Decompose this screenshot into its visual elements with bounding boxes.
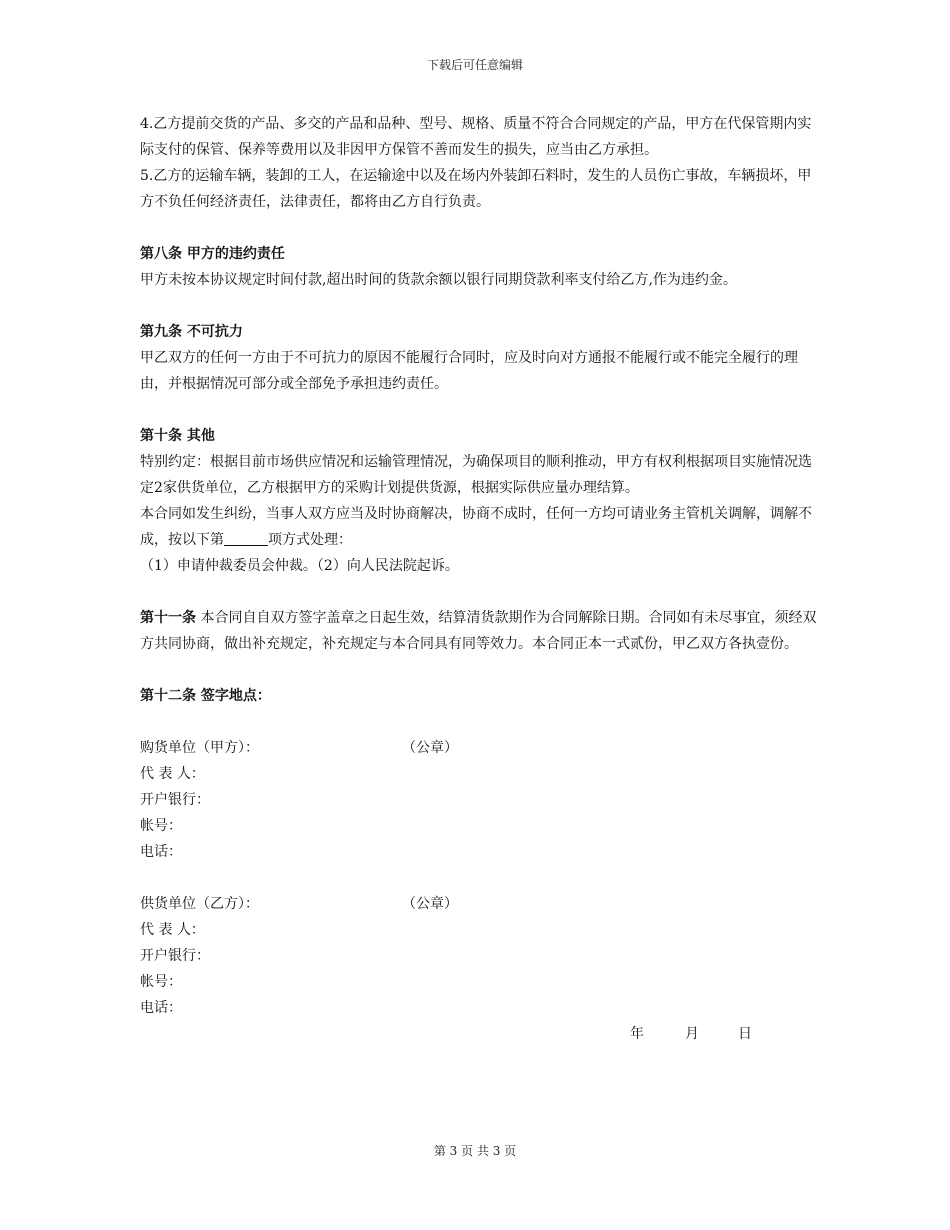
- date-month: 月: [685, 1026, 699, 1042]
- page-header: 下载后可任意编辑: [426, 58, 523, 72]
- clause8-title: 第八条 甲方的违约责任: [140, 246, 285, 262]
- clause11: [140, 605, 820, 657]
- date-year: 年: [630, 1026, 644, 1042]
- dispute-text-after: 项方式处理：: [268, 532, 352, 548]
- clause10-title: 第十条 其他: [140, 428, 215, 444]
- clause11-body: 本合同自自双方签字盖章之日起生效，结算清货款期作为合同解除日期。合同如有未尽事宜，须经双方共同协商，做出补充规定，补充规定与本合同具有同等效力。本合同正本一式贰份，甲乙双方各执壹份。: [140, 610, 817, 652]
- party-a-phone: 电话：: [140, 844, 182, 860]
- party-b-account: 帐号：: [140, 974, 182, 990]
- party-a-bank: 开户银行：: [140, 792, 210, 808]
- page-footer: 第 3 页 共 3 页: [433, 1144, 517, 1158]
- clause11-title: 第十一条: [140, 610, 196, 626]
- clause7-item5: 5.乙方的运输车辆，装卸的工人，在运输途中以及在场内外装卸石料时，发生的人员伤亡事故，车辆损坏，甲方不负任何经济责任，法律责任，都将由乙方自行负责。: [140, 168, 812, 210]
- party-b-seal: （公章）: [402, 896, 458, 912]
- dispute-text-before: 本合同如发生纠纷，当事人双方应当及时协商解决，协商不成时，任何一方均可请业务主管机关调解，调解不成，按以下第: [140, 506, 812, 548]
- clause8-body: 甲方未按本协议规定时间付款,超出时间的货款余额以银行同期贷款利率支付给乙方,作为违约金。: [140, 272, 737, 288]
- date-day: 日: [738, 1026, 752, 1042]
- party-b-rep: 代 表 人：: [140, 922, 205, 938]
- party-b-unit-row: [140, 891, 820, 917]
- party-b-unit: 供货单位（乙方）：: [140, 896, 259, 912]
- signing-date: [140, 1021, 820, 1047]
- party-a-seal: （公章）: [402, 740, 458, 756]
- contract-body: [140, 111, 820, 1047]
- party-a-rep: 代 表 人：: [140, 766, 205, 782]
- clause10-special: 特别约定：根据目前市场供应情况和运输管理情况，为确保项目的顺利推动，甲方有权利根据项目实施情况选定2家供货单位，乙方根据甲方的采购计划提供货源，根据实际供应量办理结算。: [140, 454, 812, 496]
- clause10-dispute: [140, 501, 820, 553]
- clause7-item4: 4.乙方提前交货的产品、多交的产品和品种、型号、规格、质量不符合合同规定的产品，甲方在代保管期内实际支付的保管、保养等费用以及非因甲方保管不善而发生的损失，应当由乙方承担。: [140, 116, 812, 158]
- clause9-body: 甲乙双方的任何一方由于不可抗力的原因不能履行合同时，应及时向对方通报不能履行或不能完全履行的理由，并根据情况可部分或全部免予承担违约责任。: [140, 350, 798, 392]
- party-a-unit: 购货单位（甲方）：: [140, 740, 259, 756]
- party-a-account: 帐号：: [140, 818, 182, 834]
- dispute-option-blank: [224, 529, 268, 546]
- party-a-unit-row: [140, 735, 820, 761]
- clause10-options: （1）申请仲裁委员会仲裁。（2）向人民法院起诉。: [140, 558, 459, 574]
- clause9-title: 第九条 不可抗力: [140, 324, 243, 340]
- clause12-title: 第十二条 签字地点：: [140, 688, 271, 704]
- party-b-phone: 电话：: [140, 1000, 182, 1016]
- party-b-bank: 开户银行：: [140, 948, 210, 964]
